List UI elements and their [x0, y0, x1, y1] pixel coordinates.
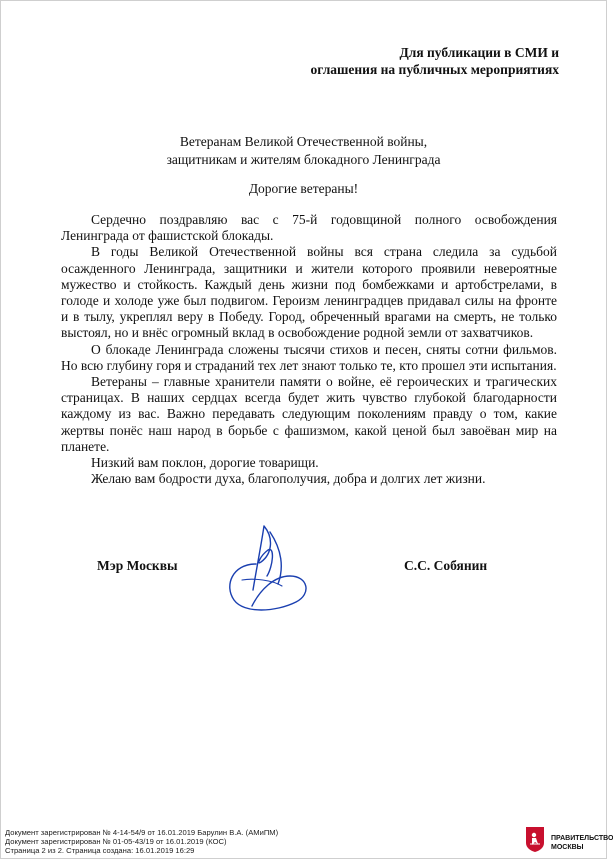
moscow-government-emblem-icon: [525, 826, 545, 853]
signatory-name: С.С. Собянин: [404, 558, 488, 573]
addressee-line-1: Ветеранам Великой Отечественной войны,: [179, 134, 428, 149]
paragraph-bow: Низкий вам поклон, дорогие товарищи.: [91, 455, 319, 471]
org-line-1: ПРАВИТЕЛЬСТВО: [551, 835, 613, 842]
paragraph-blockade-memory: О блокаде Ленинграда сложены тысячи стихов и песен, сняты сотни фильмов. Но всю глубину горя и страданий тех лет знают только те, кто прошел эти испытания.: [61, 341, 557, 373]
greeting: Дорогие ветераны!: [248, 181, 359, 196]
paragraph-veterans: Ветераны – главные хранители памяти о войне, её героических и трагических страницах. В наших сердцах всегда будет жить чувство глубокой благодарности каждому из вас. Важно передавать следующим поколениям правду о том, какие жертвы понёс наш народ в борьбе с фашизмом, какой ценой был завоёван мир на планете.: [61, 374, 557, 454]
addressee-line-2: защитникам и жителям блокадного Ленинграда: [166, 152, 441, 167]
registration-footer: [5, 829, 278, 855]
stamp-line-1: Для публикации в СМИ и: [399, 45, 559, 60]
org-line-2: МОСКВЫ: [551, 844, 584, 851]
signatory-title: Мэр Москвы: [97, 558, 178, 573]
handwritten-signature: [212, 520, 332, 620]
footer-line-2: Документ зарегистрирован № 01-05-43/19 от 16.01.2019 (КОС): [5, 836, 227, 846]
paragraph-wishes: Желаю вам бодрости духа, благополучия, добра и долгих лет жизни.: [91, 471, 486, 487]
footer-organization: [551, 834, 613, 852]
paragraph-congratulation: Сердечно поздравляю вас с 75-й годовщиной полного освобождения Ленинграда от фашистской блокады.: [61, 212, 557, 244]
letter-body: [61, 212, 557, 487]
publication-stamp: [311, 44, 560, 78]
addressee: [0, 133, 607, 169]
paragraph-war-years: В годы Великой Отечественной войны вся страна следила за судьбой осажденного Ленинграда, защитники и жители которого проявили невероятные мужество и стойкость. Каждый день жизни под бомбежками и артобстрелами, в голоде и холоде уже был подвигом. Героизм ленинградцев придавал силы на фронте и в тылу, укреплял веру в Победу. Город, обреченный врагами на смерть, не только выстоял, но и внёс огромный вклад в освобождение родной земли от захватчиков.: [61, 244, 557, 341]
stamp-line-2: оглашения на публичных мероприятиях: [310, 62, 559, 77]
footer-line-1: Документ зарегистрирован № 4-14-54/9 от 16.01.2019 Барулин В.А. (АМиПМ): [5, 828, 279, 837]
footer-line-3: Страница 2 из 2. Страница создана: 16.01.2019 16:29: [5, 845, 195, 855]
